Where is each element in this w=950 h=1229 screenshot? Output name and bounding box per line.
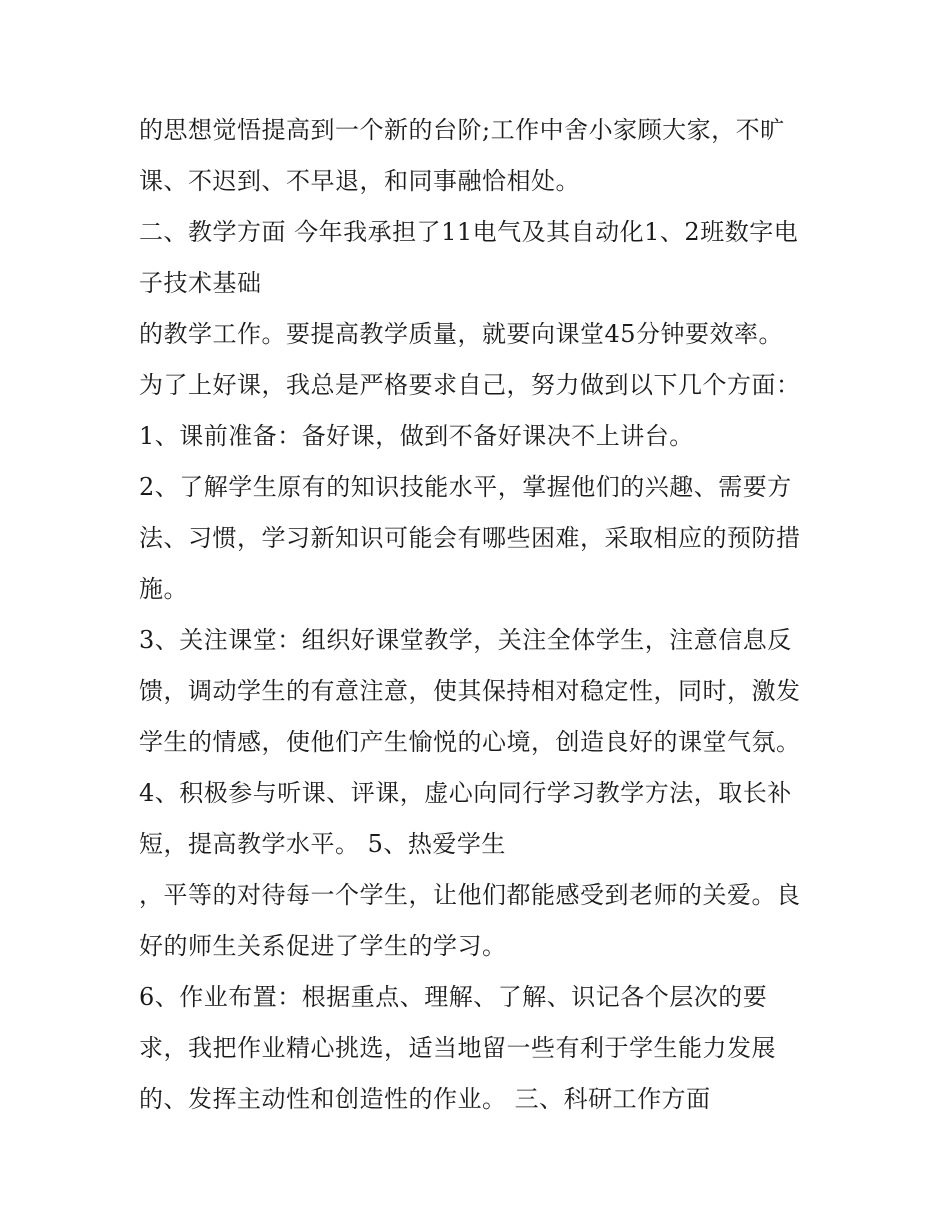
text-line: 3、关注课堂：组织好课堂教学，关注全体学生，注意信息反: [139, 626, 792, 654]
text-line: 的教学工作。要提高教学质量，就要向课堂45分钟要效率。: [139, 320, 784, 348]
text-line: 二、教学方面 今年我承担了11电气及其自动化1、2班数字电: [139, 218, 799, 246]
text-line: 的、发挥主动性和创造性的作业。 三、科研工作方面: [139, 1085, 711, 1113]
text-line: 1、课前准备：备好课，做到不备好课决不上讲台。: [139, 422, 694, 450]
text-line: 课、不迟到、不早退，和同事融恰相处。: [139, 167, 580, 195]
text-line: 学生的情感，使他们产生愉悦的心境，创造良好的课堂气氛。: [139, 728, 801, 756]
text-line: 馈，调动学生的有意注意，使其保持相对稳定性，同时，激发: [139, 677, 801, 705]
text-line: 法、习惯，学习新知识可能会有哪些困难，采取相应的预防措: [139, 524, 801, 552]
text-line: 2、了解学生原有的知识技能水平，掌握他们的兴趣、需要方: [139, 473, 792, 501]
text-line: 4、积极参与听课、评课，虚心向同行学习教学方法，取长补: [139, 779, 792, 807]
text-line: 的思想觉悟提高到一个新的台阶;工作中舍小家顾大家，不旷: [139, 116, 785, 144]
text-line: 6、作业布置：根据重点、理解、了解、识记各个层次的要: [139, 983, 768, 1011]
document-body: [139, 108, 829, 1128]
text-line: 施。: [139, 575, 188, 603]
text-line: ，平等的对待每一个学生，让他们都能感受到老师的关爱。良: [139, 881, 801, 909]
text-line: 短，提高教学水平。 5、热爱学生: [139, 830, 506, 858]
text-line: 求，我把作业精心挑选，适当地留一些有利于学生能力发展: [139, 1034, 776, 1062]
text-line: 为了上好课，我总是严格要求自己，努力做到以下几个方面：: [139, 371, 801, 399]
text-line: 子技术基础: [139, 269, 262, 297]
text-line: 好的师生关系促进了学生的学习。: [139, 932, 507, 960]
